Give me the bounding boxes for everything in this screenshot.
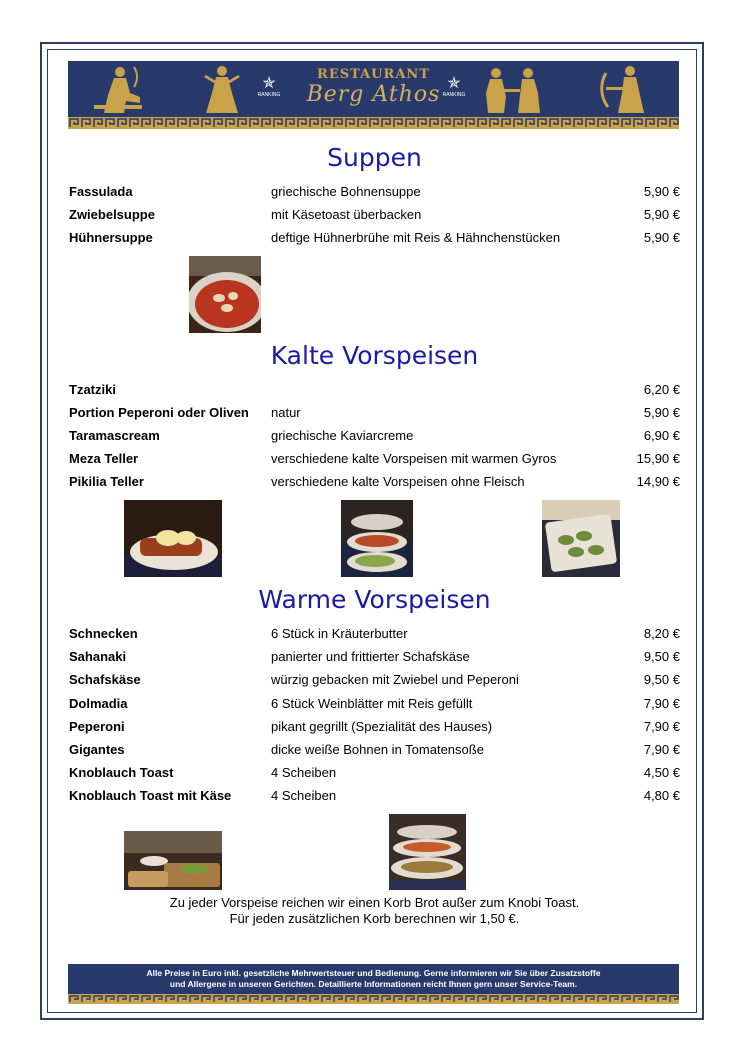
section-title-warme-vorspeisen: Warme Vorspeisen [258,585,491,614]
greek-key-border [68,994,679,1004]
menu-item-row [69,740,680,760]
menu-item-price: 7,90 € [643,718,680,734]
menu-item-description: verschiedene kalte Vorspeisen mit warmen Gyros [271,451,557,466]
menu-item-row [69,717,680,737]
menu-item-row [69,786,680,806]
footer-line1: Alle Preise in Euro inkl. gesetzliche Mehrwertsteuer und Bedienung. Gerne informieren wir Sie über Zusatzstoffe [146,968,601,978]
menu-item-name: Tzatziki [69,382,116,397]
footer-text [68,968,679,990]
menu-item-row [69,182,680,202]
bread-note-line1: Zu jeder Vorspeise reichen wir einen Korb Brot außer zum Knobi Toast. [169,895,580,910]
greek-figures-pair-icon [478,63,548,117]
menu-item-price: 7,90 € [643,695,680,711]
restaurant-banner [68,61,679,129]
menu-item-price: 6,20 € [643,382,680,397]
greek-key-border [68,117,679,129]
menu-item-row [69,426,680,446]
menu-item-description: natur [271,405,301,420]
menu-item-description: 6 Stück in Kräuterbutter [271,626,408,641]
menu-item-name: Portion Peperoni oder Oliven [69,405,249,420]
menu-item-price: 9,50 € [643,672,680,688]
photo-taramascream [124,500,222,577]
menu-item-description: dicke weiße Bohnen in Tomatensoße [271,742,484,757]
photo-warme-vorspeisen-tisch [389,814,466,890]
menu-item-row [69,205,680,225]
menu-item-price: 9,50 € [643,649,680,665]
menu-item-row [69,403,680,423]
menu-item-description: 6 Stück Weinblätter mit Reis gefüllt [271,695,473,711]
menu-item-row [69,449,680,469]
menu-item-price: 14,90 € [636,474,680,489]
menu-item-name: Taramascream [69,428,160,443]
price-info-footer [68,964,679,1004]
menu-item-name: Knoblauch Toast [69,765,174,781]
menu-item-name: Peperoni [69,718,125,734]
photo-knoblauch-toast [124,831,222,890]
menu-item-description: pikant gegrillt (Spezialität des Hauses) [271,718,493,734]
menu-item-price: 15,90 € [636,451,680,466]
menu-item-price: 5,90 € [643,405,680,420]
menu-item-description: 4 Scheiben [271,788,337,804]
menu-item-name: Schnecken [69,626,138,641]
menu-item-name: Knoblauch Toast mit Käse [69,788,232,804]
menu-item-name: Meza Teller [69,451,139,466]
menu-item-name: Sahanaki [69,649,127,665]
menu-item-name: Dolmadia [69,695,128,711]
ranking-star-icon: ✯ RANKING [257,75,281,98]
menu-item-name: Fassulada [69,184,133,199]
photo-meza-teller [341,500,413,577]
section-title-kalte-vorspeisen: Kalte Vorspeisen [270,341,479,370]
menu-item-price: 4,80 € [643,788,680,804]
photo-pikilia-teller [542,500,620,577]
menu-item-description: 4 Scheiben [271,765,337,781]
menu-item-row [69,694,680,714]
bread-note-line2: Für jeden zusätzlichen Korb berechnen wir 1,50 €. [229,911,520,926]
menu-item-row [69,228,680,248]
banner-restaurant-name: Berg Athos [306,82,441,107]
menu-item-description: deftige Hühnerbrühe mit Reis & Hähnchenstücken [271,230,561,245]
menu-item-row [69,380,680,400]
banner-restaurant-label: RESTAURANT [317,67,430,82]
menu-item-name: Zwiebelsuppe [69,207,155,222]
menu-item-description: griechische Kaviarcreme [271,428,414,443]
menu-item-row [69,624,680,644]
menu-item-row [69,472,680,492]
menu-item-description: mit Käsetoast überbacken [271,207,422,222]
ranking-star-icon: ✯ RANKING [442,75,466,98]
menu-item-name: Hühnersuppe [69,230,153,245]
menu-item-price: 4,50 € [643,765,680,781]
section-title-suppen: Suppen [327,143,422,172]
menu-item-name: Pikilia Teller [69,474,144,489]
menu-item-row [69,647,680,667]
menu-item-description: panierter und frittierter Schafskäse [271,649,470,665]
menu-item-price: 7,90 € [643,742,680,757]
menu-item-price: 5,90 € [643,184,680,199]
menu-item-description: griechische Bohnensuppe [271,184,421,199]
footer-line2: und Allergene in unseren Gerichten. Detaillierte Informationen reicht Ihnen gern unser Service-Team. [169,979,578,989]
menu-item-name: Gigantes [69,742,125,757]
greek-figure-lyre-icon [598,63,656,117]
menu-item-name: Schafskäse [69,672,141,688]
menu-item-price: 5,90 € [643,207,680,222]
menu-item-description: verschiedene kalte Vorspeisen ohne Fleisch [271,474,525,489]
menu-item-description: würzig gebacken mit Zwiebel und Peperoni [271,672,519,688]
menu-item-row [69,763,680,783]
photo-soup [189,256,261,333]
menu-item-price: 6,90 € [643,428,680,443]
menu-item-price: 5,90 € [643,230,680,245]
menu-item-price: 8,20 € [643,626,680,641]
menu-item-row [69,670,680,690]
